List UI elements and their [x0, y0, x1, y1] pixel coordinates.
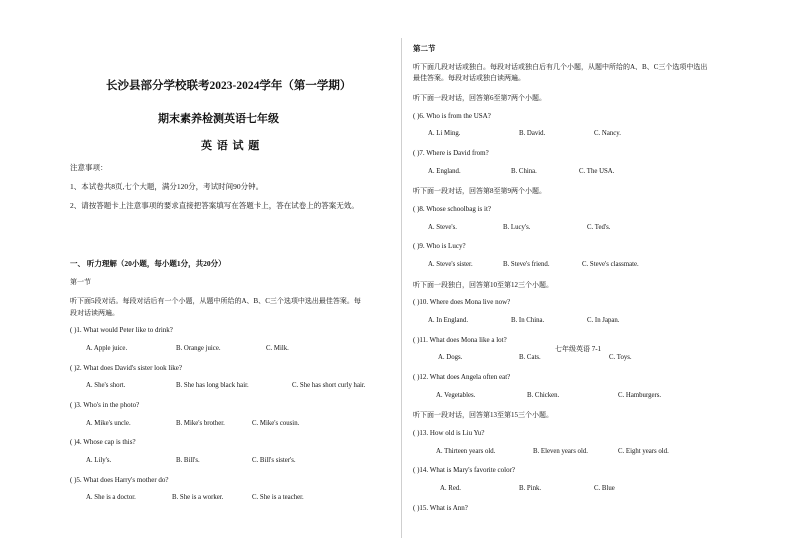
question-14: ( )14. What is Mary's favorite color?	[413, 466, 516, 474]
option-a: A. Steve's sister.	[428, 261, 473, 268]
option-b: B. Cats.	[519, 354, 541, 361]
exam-subtitle: 期末素养检测英语七年级	[158, 113, 279, 125]
option-c: C. She has short curly hair.	[292, 382, 366, 389]
option-a: A. She's short.	[86, 382, 126, 389]
option-a: A. Steve's.	[428, 224, 457, 231]
option-a: A. Thirteen years old.	[436, 448, 496, 455]
option-c: C. Nancy.	[594, 130, 621, 137]
group-intro: 听下面一段独白，回答第10至第12三个小题。	[413, 281, 553, 289]
option-c: C. Toys.	[609, 354, 632, 361]
option-b: B. She has long black hair.	[176, 382, 249, 389]
option-c: C. Eight years old.	[618, 448, 669, 455]
option-b: B. Pink.	[519, 485, 542, 492]
option-b: B. Mike's brother.	[176, 420, 225, 427]
option-b: B. Chicken.	[527, 392, 560, 399]
section1-instructions: 段对话读两遍。	[70, 309, 119, 317]
option-b: B. Bill's.	[176, 457, 200, 464]
option-b: B. Lucy's.	[503, 224, 531, 231]
option-b: B. In China.	[511, 317, 545, 324]
question-15: ( )15. What is Ann?	[413, 504, 468, 512]
exam-subject: 英 语 试 题	[201, 140, 261, 152]
option-c: C. She is a teacher.	[252, 494, 304, 501]
group-intro: 听下面一段对话，回答第13至第15三个小题。	[413, 411, 553, 419]
section1-heading: 第一节	[70, 278, 91, 286]
option-c: C. Hamburgers.	[618, 392, 662, 399]
question-10: ( )10. Where does Mona live now?	[413, 298, 511, 306]
option-b: B. Eleven years old.	[533, 448, 588, 455]
column-divider	[401, 38, 402, 538]
option-b: B. China.	[511, 168, 537, 175]
option-c: C. Blue	[594, 485, 615, 492]
option-a: A. In England.	[428, 317, 469, 324]
option-b: B. She is a worker.	[172, 494, 224, 501]
option-a: A. Red.	[440, 485, 461, 492]
notes-heading: 注意事项：	[70, 163, 108, 172]
section2-instructions: 最佳答案。每段对话或独白读两遍。	[413, 74, 525, 82]
question-8: ( )8. Whose schoolbag is it?	[413, 205, 492, 213]
option-a: A. Mike's uncle.	[86, 420, 131, 427]
option-c: C. In Japan.	[587, 317, 620, 324]
option-b: B. David.	[519, 130, 546, 137]
option-c: C. Mike's cousin.	[252, 420, 300, 427]
question-11: ( )11. What does Mona like a lot?	[413, 336, 507, 344]
part1-heading: 一、 听力理解（20小题，每小题1分，共20分）	[70, 259, 226, 268]
question-4: ( )4. Whose cap is this?	[70, 438, 136, 446]
option-c: C. The USA.	[579, 168, 615, 175]
section1-instructions: 听下面5段对话。每段对话后有一个小题，从题中所给的A、B、C三个选项中选出最佳答案。每	[70, 297, 361, 305]
group-intro: 听下面一段对话，回答第6至第7两个小题。	[413, 94, 546, 102]
option-a: A. She is a doctor.	[86, 494, 136, 501]
note-item: 2、请按答题卡上注意事项的要求直接把答案填写在答题卡上，答在试卷上的答案无效。	[70, 201, 359, 210]
page-footer-label: 七年级英语 7-1	[555, 345, 602, 353]
section2-heading: 第二节	[413, 44, 436, 53]
option-a: A. Li Ming.	[428, 130, 461, 137]
option-a: A. Vegetables.	[436, 392, 476, 399]
question-2: ( )2. What does David's sister look like?	[70, 364, 182, 372]
option-a: A. Dogs.	[438, 354, 463, 361]
question-6: ( )6. Who is from the USA?	[413, 112, 491, 120]
option-a: A. Lily's.	[86, 457, 112, 464]
option-c: C. Bill's sister's.	[252, 457, 296, 464]
question-12: ( )12. What does Angela often eat?	[413, 373, 511, 381]
exam-title: 长沙县部分学校联考2023-2024学年（第一学期）	[106, 80, 352, 92]
option-c: C. Ted's.	[587, 224, 611, 231]
option-c: C. Milk.	[266, 345, 289, 352]
option-a: A. England.	[428, 168, 461, 175]
option-b: B. Orange juice.	[176, 345, 221, 352]
note-item: 1、本试卷共8页,七个大题，满分120分，考试时间90分钟。	[70, 182, 264, 191]
option-b: B. Steve's friend.	[503, 261, 550, 268]
option-a: A. Apple juice.	[86, 345, 128, 352]
question-13: ( )13. How old is Liu Yu?	[413, 429, 485, 437]
section2-instructions: 听下面几段对话或独白。每段对话或独白后有几个小题，从题中所给的A、B、C三个选项中选出	[413, 63, 708, 71]
question-9: ( )9. Who is Lucy?	[413, 242, 466, 250]
question-1: ( )1. What would Peter like to drink?	[70, 326, 173, 334]
question-7: ( )7. Where is David from?	[413, 149, 489, 157]
question-5: ( )5. What does Harry's mother do?	[70, 476, 169, 484]
question-3: ( )3. Who's in the photo?	[70, 401, 140, 409]
option-c: C. Steve's classmate.	[582, 261, 639, 268]
group-intro: 听下面一段对话，回答第8至第9两个小题。	[413, 187, 546, 195]
